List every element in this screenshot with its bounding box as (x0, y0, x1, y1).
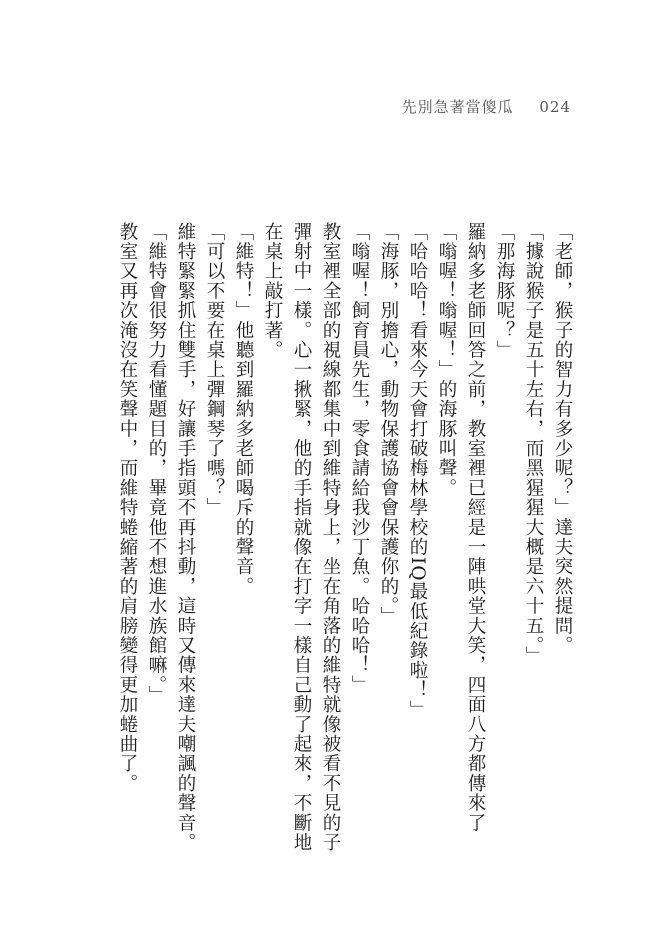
page-number: 024 (539, 98, 571, 116)
paragraph: 維特緊緊抓住雙手，好讓手指頭不再抖動，這時又傳來達夫嘲諷的聲音。 (175, 222, 196, 853)
book-title: 先別急著當傻瓜 (401, 98, 514, 116)
paragraph: 「嗡喔！飼育員先生，零食請給我沙丁魚。哈哈哈！」 (349, 222, 370, 695)
paragraph: 「維特！」他聽到羅納多老師喝斥的聲音。 (233, 222, 254, 597)
paragraph: 「據說猴子是五十左右，而黑猩猩大概是六十五。」 (523, 222, 544, 666)
paragraph: 「老師，猴子的智力有多少呢？」達夫突然提問。 (552, 222, 573, 656)
paragraph: 教室裡全部的視線都集中到維特身上，坐在角落的維特就像被看不見的子彈射中一樣。心一揪緊，他的手指就像在打字一樣自己動了起來，不斷地在桌上敲打著。 (262, 222, 341, 853)
paragraph: 羅納多老師回答之前，教室裡已經是一陣哄堂大笑，四面八方都傳來了「嗡喔！嗡喔！」的海豚叫聲。 (436, 222, 486, 833)
paragraph: 「哈哈哈！看來今天會打破梅林學校的IQ最低紀錄啦！」 (407, 222, 428, 720)
paragraph: 「可以不要在桌上彈鋼琴了嗎？」 (204, 222, 225, 518)
paragraph: 教室又再次淹沒在笑聲中，而維特蜷縮著的肩膀變得更加蜷曲了。 (117, 222, 138, 794)
paragraph: 「維特會很努力看懂題目的，畢竟他不想進水族館嘛。」 (146, 222, 167, 706)
running-header (402, 96, 571, 117)
paragraph: 「海豚，別擔心，動物保護協會會保護你的。」 (378, 222, 399, 627)
body-text (113, 222, 577, 862)
paragraph: 「那海豚呢？」 (494, 222, 515, 360)
